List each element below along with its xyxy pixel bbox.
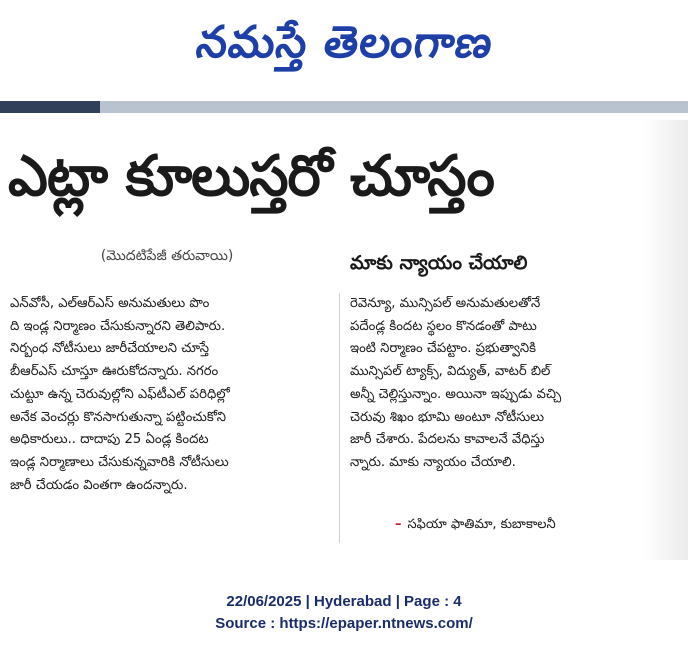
newspaper-logo: నమస్తే తెలంగాణ [193, 17, 497, 68]
article-subhead: మాకు న్యాయం చేయాలి [350, 252, 528, 274]
right-column-line: పదేండ్ల కిందట స్థలం కొనడంతో పాటు [350, 318, 537, 334]
right-column-line: అన్నీ చెల్లిస్తున్నాం. అయినా ఇప్పుడు వచ్చి [350, 386, 562, 402]
right-column-line: జారీ చేశారు. పేదలను కావాలనే వేధిస్తు [350, 432, 545, 448]
right-column-line: చెరువు శిఖం భూమి అంటూ నోటీసులు [350, 409, 545, 425]
masthead [0, 0, 688, 96]
left-column-line: అధికారులు.. దాదాపు 25 ఏండ్ల కిందట [10, 432, 209, 448]
quote-byline [395, 512, 647, 538]
right-column-line: ఇంటి నిర్మాణం చేపట్టాం. ప్రభుత్వానికి [350, 341, 537, 357]
left-column-line: బీఆర్‌ఎస్ చూస్తూ ఊరుకోదన్నారు. నగరం [10, 364, 219, 380]
left-column-line: చుట్టూ ఉన్న చెరువుల్లోని ఎఫ్‌టీఎల్ పరిధిల్లో [10, 386, 230, 402]
right-column-line: మున్సిపల్ ట్యాక్స్, విద్యుత్, వాటర్ బిల్ [350, 364, 551, 380]
continuation-note: (మొదటిపేజీ తరువాయి) [100, 248, 234, 264]
left-column-line: నిర్బంధ నోటీసులు జారీచేయాలని చూస్తే [10, 341, 210, 357]
right-column-line: న్నారు. మాకు న్యాయం చేయాలి. [350, 454, 516, 470]
article-right-column [350, 293, 642, 505]
header-rule-light [100, 101, 688, 113]
clipping-shadow [642, 120, 688, 560]
header-rule-dark [0, 101, 100, 113]
header-rule [0, 101, 688, 113]
column-divider [339, 293, 340, 543]
right-column-line: రెవెన్యూ, మున్సిపల్ అనుమతులతోనే [350, 296, 541, 311]
footer-source-line: Source : https://epaper.ntnews.com/ [215, 615, 473, 632]
byline-name: సఫియా ఫాతిమా, కుబాకాలనీ [407, 517, 556, 532]
article-headline: ఎట్లా కూలుస్తరో చూస్తం [8, 144, 494, 209]
left-column-line: ది ఇండ్ల నిర్మాణం చేసుకున్నారని తెలిపారు. [10, 318, 226, 334]
left-column-line: అనేక వెంచర్లు కొనసాగుతున్నా పట్టించుకోని [10, 409, 226, 425]
left-column-line: జారీ చేయడం వింతగా ఉందన్నారు. [10, 477, 188, 493]
left-column-line: ఎన్‌వోసీ, ఎల్‌ఆర్‌ఎస్ అనుమతులు పొం [10, 296, 210, 311]
byline-dash: – [395, 517, 402, 532]
article-left-column [10, 293, 336, 539]
footer-date-line: 22/06/2025 | Hyderabad | Page : 4 [226, 593, 462, 610]
left-column-line: ఇండ్ల నిర్మాణాలు చేసుకున్నవారికి నోటీసులు [10, 454, 229, 470]
